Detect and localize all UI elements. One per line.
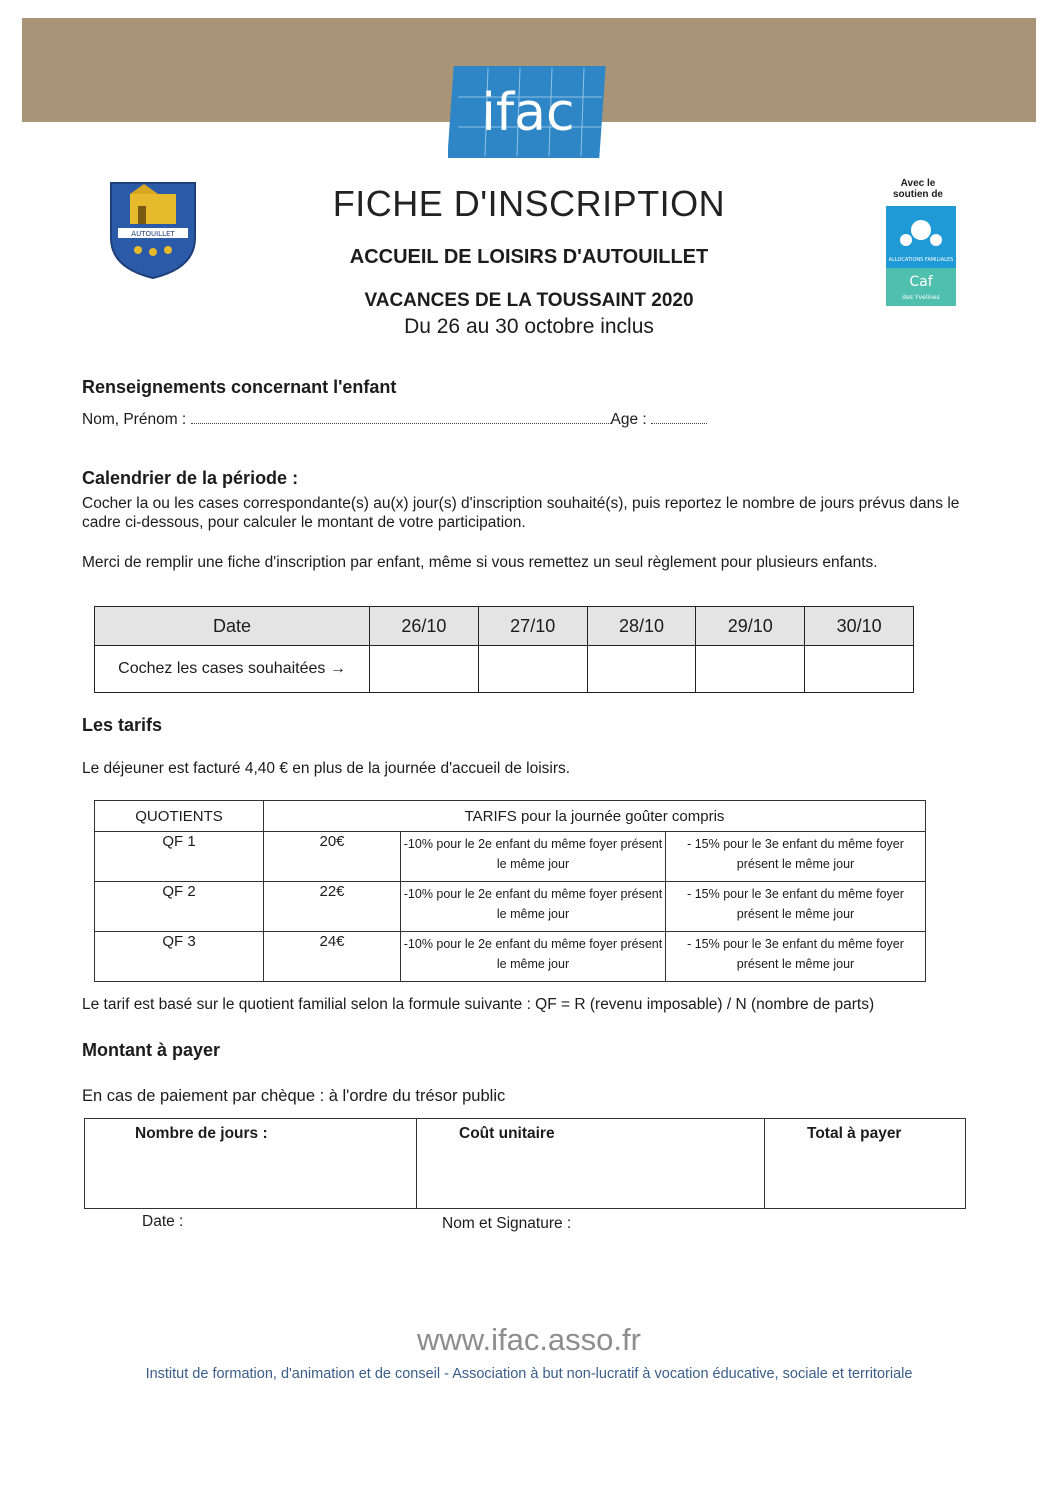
- calendar-note: Merci de remplir une fiche d'inscription par enfant, même si vous remettez un seul règlement pour plusieurs enfants.: [82, 554, 878, 571]
- calendar-header-row: [95, 607, 914, 646]
- tarifs-header: TARIFS pour la journée goûter compris: [264, 801, 926, 832]
- day-checkbox-30[interactable]: [805, 646, 914, 693]
- footer-tagline: Institut de formation, d'animation et de conseil - Association à but non-lucratif à vocation éducative, sociale et territoriale: [145, 1366, 913, 1382]
- tarif-row: [95, 932, 926, 982]
- cheque-note: En cas de paiement par chèque : à l'ordre du trésor public: [82, 1087, 506, 1105]
- tarifs-header-row: [95, 801, 926, 832]
- day-header: 30/10: [805, 607, 914, 646]
- day-checkbox-27[interactable]: [478, 646, 587, 693]
- unit-cost-label: Coût unitaire: [459, 1125, 555, 1142]
- qf-cell: QF 2: [95, 882, 264, 932]
- price-cell: 20€: [264, 832, 401, 882]
- name-age-line: [82, 411, 707, 429]
- tarif-row: [95, 882, 926, 932]
- days-count-label: Nombre de jours :: [135, 1125, 268, 1142]
- discount-3-cell: - 15% pour le 3e enfant du même foyer présent le même jour: [666, 882, 926, 932]
- total-cell[interactable]: [765, 1119, 966, 1209]
- day-header: 27/10: [478, 607, 587, 646]
- calendar-check-row: [95, 646, 914, 693]
- website-url[interactable]: www.ifac.asso.fr: [417, 1322, 641, 1357]
- discount-2-cell: -10% pour le 2e enfant du même foyer présent le même jour: [401, 882, 666, 932]
- day-header: 26/10: [370, 607, 479, 646]
- check-row-label: Cochez les cases souhaitées →: [95, 646, 370, 693]
- calendar-instructions: Cocher la ou les cases correspondante(s) au(x) jour(s) d'inscription souhaité(s), puis reportez le nombre de jours prévus dans le cadre ci-dessous, pour calculer le montant de votre participation.: [82, 495, 960, 531]
- discount-3-cell: - 15% pour le 3e enfant du même foyer présent le même jour: [666, 932, 926, 982]
- date-header: Date: [95, 607, 370, 646]
- qf-cell: QF 1: [95, 832, 264, 882]
- payment-table: [84, 1118, 966, 1209]
- payment-row: [85, 1119, 966, 1209]
- calendar-table: [94, 606, 914, 693]
- total-label: Total à payer: [807, 1125, 902, 1142]
- caf-short-text: Caf: [909, 274, 933, 290]
- discount-3-cell: - 15% pour le 3e enfant du même foyer présent le même jour: [666, 832, 926, 882]
- page-subtitle: ACCUEIL DE LOISIRS D'AUTOUILLET: [349, 246, 709, 268]
- price-cell: 24€: [264, 932, 401, 982]
- child-info-heading: Renseignements concernant l'enfant: [82, 377, 397, 397]
- quotients-header: QUOTIENTS: [95, 801, 264, 832]
- day-header: 29/10: [696, 607, 805, 646]
- age-label: Age :: [610, 411, 647, 428]
- day-checkbox-28[interactable]: [587, 646, 696, 693]
- age-field[interactable]: [651, 411, 707, 424]
- tarifs-table: [94, 800, 926, 982]
- date-label: Date :: [142, 1213, 184, 1230]
- days-count-cell[interactable]: [85, 1119, 417, 1209]
- lunch-note: Le déjeuner est facturé 4,40 € en plus de la journée d'accueil de loisirs.: [82, 760, 571, 777]
- price-cell: 22€: [264, 882, 401, 932]
- payment-heading: Montant à payer: [82, 1040, 221, 1060]
- period-title: VACANCES DE LA TOUSSAINT 2020: [364, 290, 694, 311]
- discount-2-cell: -10% pour le 2e enfant du même foyer présent le même jour: [401, 932, 666, 982]
- qf-cell: QF 3: [95, 932, 264, 982]
- name-field[interactable]: [191, 411, 611, 424]
- discount-2-cell: -10% pour le 2e enfant du même foyer présent le même jour: [401, 832, 666, 882]
- period-dates: Du 26 au 30 octobre inclus: [404, 315, 654, 338]
- caf-sub-text: des Yvelines: [902, 294, 940, 301]
- tarif-row: [95, 832, 926, 882]
- calendar-heading: Calendrier de la période :: [82, 468, 299, 488]
- day-checkbox-29[interactable]: [696, 646, 805, 693]
- ifac-logo: [448, 62, 610, 160]
- qf-formula: Le tarif est basé sur le quotient familial selon la formule suivante : QF = R (revenu imposable) / N (nombre de parts): [82, 996, 875, 1013]
- page-title: FICHE D'INSCRIPTION: [332, 183, 726, 224]
- day-header: 28/10: [587, 607, 696, 646]
- caf-allocations-text: ALLOCATIONS FAMILIALES: [888, 257, 954, 263]
- day-checkbox-26[interactable]: [370, 646, 479, 693]
- support-label: Avec le soutien de: [892, 178, 943, 200]
- crest-banner-text: AUTOUILLET: [131, 230, 175, 238]
- signature-label: Nom et Signature :: [442, 1215, 572, 1232]
- ifac-logo-text: ifac: [481, 83, 575, 143]
- unit-cost-cell[interactable]: [417, 1119, 765, 1209]
- tarifs-heading: Les tarifs: [82, 715, 163, 735]
- name-label: Nom, Prénom :: [82, 411, 187, 428]
